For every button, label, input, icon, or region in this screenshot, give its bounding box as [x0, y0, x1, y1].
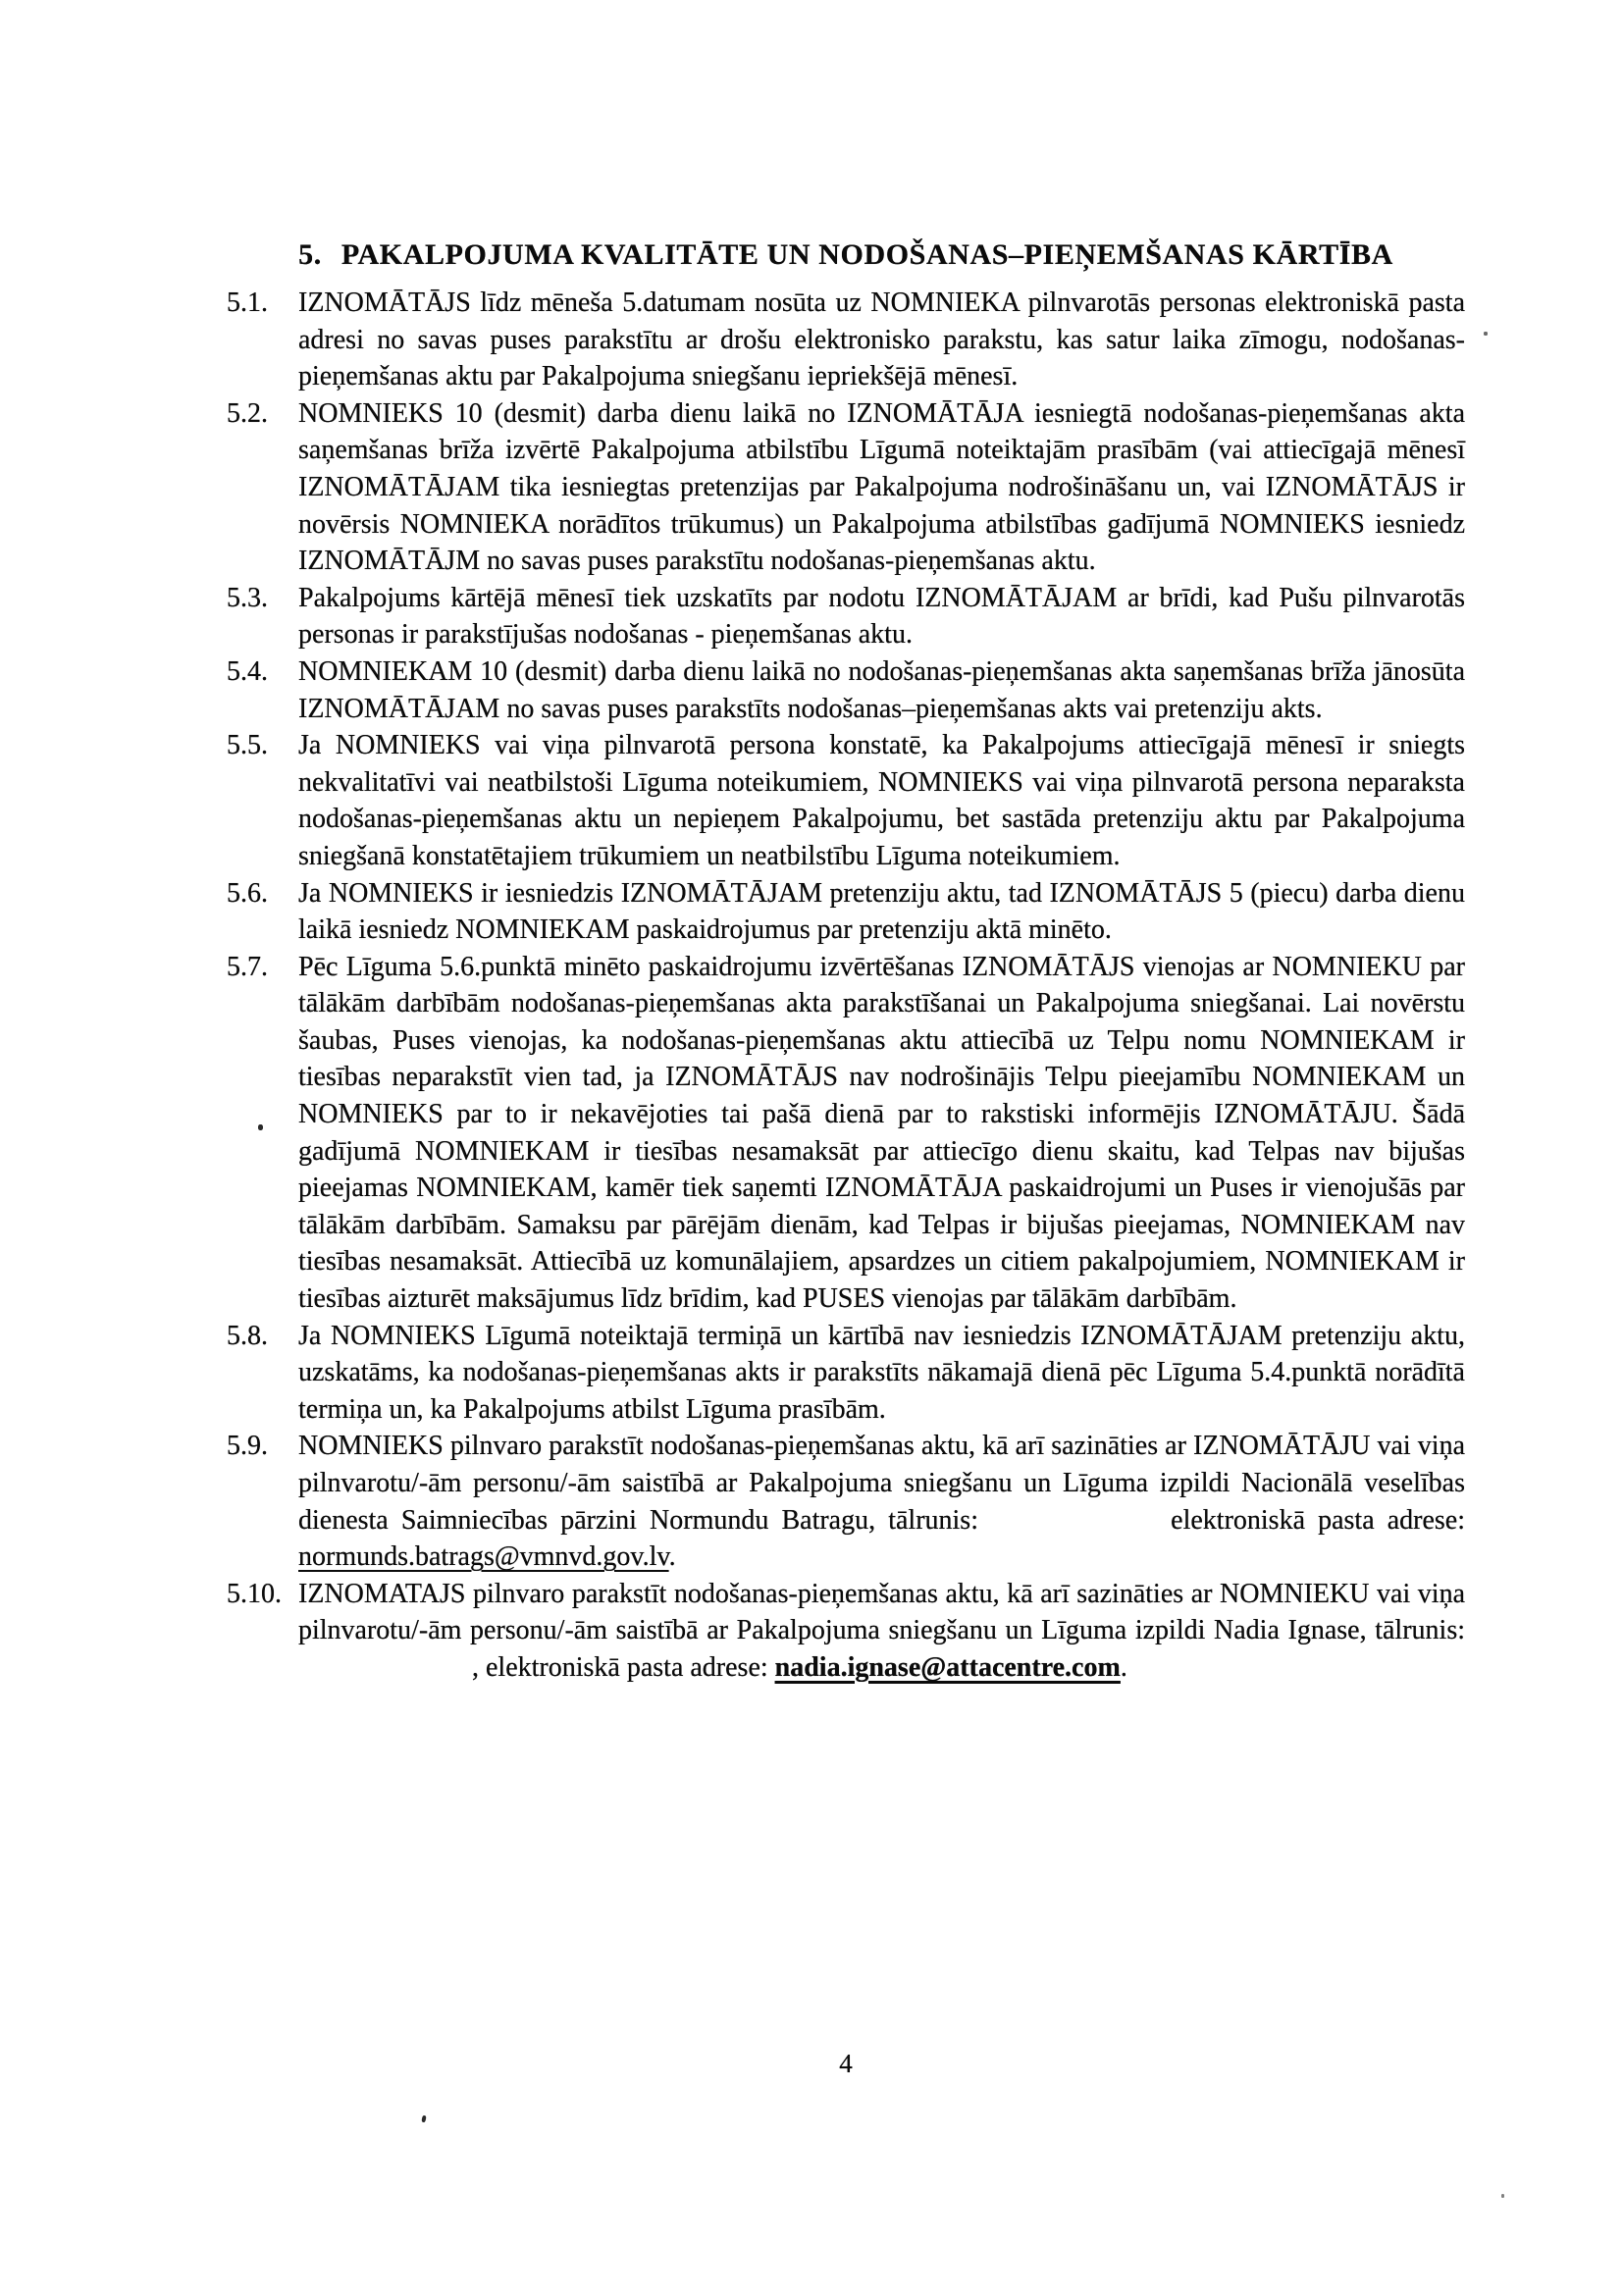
heading-title: PAKALPOJUMA KVALITĀTE UN NODOŠANAS–PIEŅEMŠANAS KĀRTĪBA: [340, 238, 1393, 271]
section-text: Ja NOMNIEKS ir iesniedzis IZNOMĀTĀJAM pretenziju aktu, tad IZNOMĀTĀJS 5 (piecu) darba dienu laikā iesniedz NOMNIEKAM paskaidrojumus par pretenziju aktā minēto.: [298, 877, 1465, 946]
section-text: NOMNIEKAM 10 (desmit) darba dienu laikā no nodošanas-pieņemšanas akta saņemšanas brīža jānosūta IZNOMĀTĀJAM no savas puses parakstīts nodošanas–pieņemšanas akts vai pretenziju akts.: [298, 655, 1465, 724]
phone-number-blank: [991, 1528, 1158, 1529]
section-item: [227, 580, 1465, 653]
page-number: 4: [839, 2049, 853, 2078]
section-text: Ja NOMNIEKS vai viņa pilnvarotā persona konstatē, ka Pakalpojums attiecīgajā mēnesī ir sniegts nekvalitatīvi vai neatbilstoši Līguma noteikumiem, NOMNIEKS vai viņa pilnvarotā persona neparaksta nodošanas-pieņemšanas aktu un nepieņem Pakalpojumu, bet sastāda pretenziju aktu par Pakalpojuma sniegšanā konstatētajiem trūkumiem un neatbilstību Līguma noteikumiem.: [298, 730, 1465, 871]
section-text: NOMNIEKS pilnvaro parakstīt nodošanas-pieņemšanas aktu, kā arī sazināties ar IZNOMĀTĀJU vai viņa pilnvarotu/-ām personu/-ām saistībā ar Pakalpojuma sniegšanu un Līguma izpildi Nacionālā veselības dienesta Saimniecības pārzini Normundu Batragu, tālrunis: elektroniskā pasta adrese: normunds.batrags@vmnvd.gov.lv.: [298, 1431, 1465, 1573]
section-text: Pēc Līguma 5.6.punktā minēto paskaidrojumu izvērtēšanas IZNOMĀTĀJS vienojas ar NOMNIEKU par tālākām darbībām nodošanas-pieņemšanas akta parakstīšanai un Pakalpojuma sniegšanai. Lai novērstu šaubas, Puses vienojas, ka nodošanas-pieņemšanas aktu attiecībā uz Telpu nomu NOMNIEKAM ir tiesības neparakstīt vien tad, ja IZNOMĀTĀJS nav nodrošinājis Telpu pieejamību NOMNIEKAM un NOMNIEKS par to ir nekavējoties tai pašā dienā par to rakstiski informējis IZNOMĀTĀJU. Šādā gadījumā NOMNIEKAM ir tiesības nesamaksāt par attiecīgo dienu skaitu, kad Telpas nav bijušas pieejamas NOMNIEKAM, kamēr tiek saņemti IZNOMĀTĀJA paskaidrojumi un Puses ir vienojušās par tālākām darbībām. Samaksu par pārējām dienām, kad Telpas ir bijušas pieejamas, NOMNIEKAM nav tiesības nesamaksāt. Attiecībā uz komunālajiem, apsardzes un citiem pakalpojumiem, NOMNIEKAM ir tiesības aizturēt maksājumus līdz brīdim, kad PUSES vienojas par tālākām darbībām.: [298, 951, 1465, 1315]
section-item: [227, 1318, 1465, 1429]
section-item: [227, 653, 1465, 727]
section-item: [227, 395, 1465, 580]
section-number: 5.6.: [227, 877, 268, 909]
section-item: [227, 875, 1465, 949]
section-item: [227, 949, 1465, 1318]
section-text: IZNOMATAJS pilnvaro parakstīt nodošanas-pieņemšanas aktu, kā arī sazināties ar NOMNIEKU vai viņa pilnvarotu/-ām personu/-ām saistībā ar Pakalpojuma sniegšanu un Līguma izpildi Nadia Ignase, tālrunis: , elektroniskā pasta adrese: nadia.ignase@attacentre.com.: [298, 1578, 1465, 1683]
section-heading: [227, 238, 1465, 272]
email-address: normunds.batrags@vmnvd.gov.lv: [298, 1541, 669, 1573]
section-text: Pakalpojums kārtējā mēnesī tiek uzskatīts par nodotu IZNOMĀTĀJAM ar brīdi, kad Pušu pilnvarotās personas ir parakstījušas nodošanas - pieņemšanas aktu.: [298, 582, 1465, 651]
section-number: 5.4.: [227, 655, 268, 687]
section-item: [227, 1576, 1465, 1687]
heading-number: 5.: [298, 238, 322, 271]
section-text: NOMNIEKS 10 (desmit) darba dienu laikā no IZNOMĀTĀJA iesniegtā nodošanas-pieņemšanas akta saņemšanas brīža izvērtē Pakalpojuma atbilstību Līgumā noteiktajām prasībām (vai attiecīgajā mēnesī IZNOMĀTĀJAM tika iesniegtas pretenzijas par Pakalpojuma nodrošināšanu un, vai IZNOMĀTĀJS ir novērsis NOMNIEKA norādītos trūkumus) un Pakalpojuma atbilstības gadījumā NOMNIEKS iesniedz IZNOMĀTĀJM no savas puses parakstītu nodošanas-pieņemšanas aktu.: [298, 397, 1465, 577]
scan-artifact-dot: [1484, 332, 1488, 336]
sections-list: [227, 285, 1465, 1687]
section-number: 5.2.: [227, 397, 268, 429]
section-number: 5.9.: [227, 1431, 268, 1462]
section-item: [227, 285, 1465, 395]
section-item: [227, 727, 1465, 874]
section-item: [227, 1428, 1465, 1575]
section-number: 5.5.: [227, 730, 268, 761]
section-text: IZNOMĀTĀJS līdz mēneša 5.datumam nosūta uz NOMNIEKA pilnvarotās personas elektroniskā pasta adresi no savas puses parakstītu ar drošu elektronisko parakstu, kas satur laika zīmogu, nodošanas-pieņemšanas aktu par Pakalpojuma sniegšanu iepriekšējā mēnesī.: [298, 287, 1465, 392]
section-number: 5.7.: [227, 951, 268, 982]
email-address: nadia.ignase@attacentre.com: [774, 1651, 1121, 1683]
section-number: 5.10.: [227, 1578, 282, 1609]
section-number: 5.3.: [227, 582, 268, 613]
phone-number-blank: [298, 1675, 465, 1676]
section-text: Ja NOMNIEKS Līgumā noteiktajā termiņā un kārtībā nav iesniedzis IZNOMĀTĀJAM pretenziju aktu, uzskatāms, ka nodošanas-pieņemšanas akts ir parakstīts nākamajā dienā pēc Līguma 5.4.punktā norādītā termiņa un, ka Pakalpojums atbilst Līguma prasībām.: [298, 1320, 1465, 1425]
scan-artifact-dot: [1501, 2194, 1504, 2198]
section-number: 5.1.: [227, 287, 268, 318]
scan-artifact-dot: [258, 1124, 263, 1130]
section-number: 5.8.: [227, 1320, 268, 1351]
scan-artifact-dot: [421, 2115, 426, 2123]
